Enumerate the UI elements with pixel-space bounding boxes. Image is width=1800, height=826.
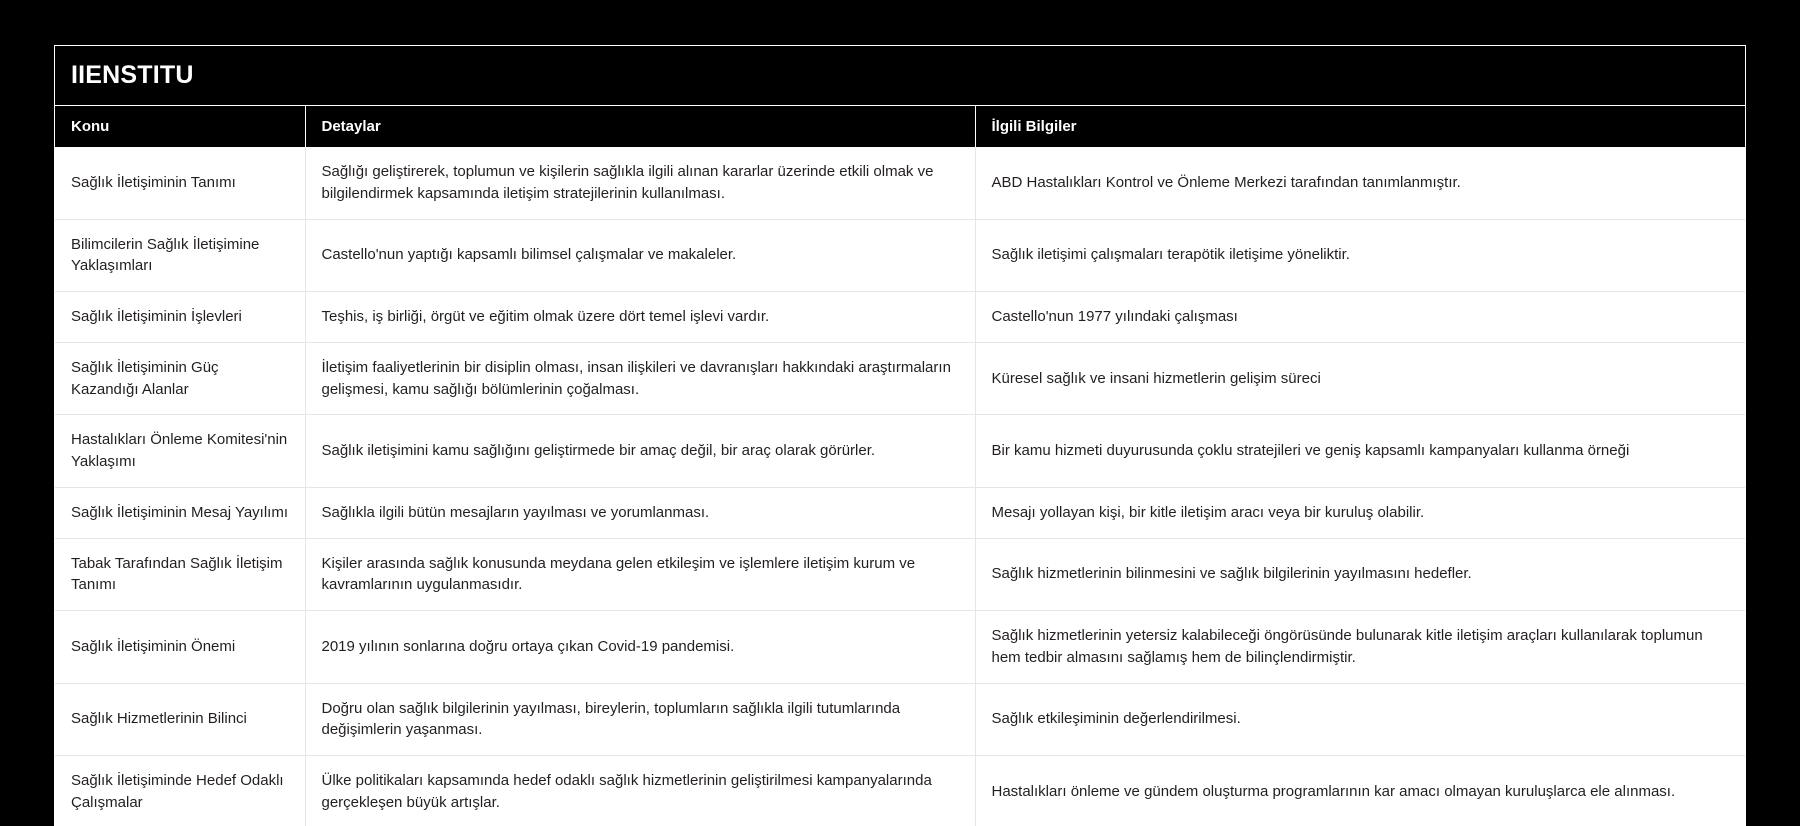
- table-row: [55, 415, 1745, 488]
- cell-detaylar: Sağlık iletişimini kamu sağlığını geliştirmede bir amaç değil, bir araç olarak görürler.: [305, 415, 975, 488]
- table-row: [55, 756, 1745, 826]
- column-header-ilgili-bilgiler: İlgili Bilgiler: [975, 106, 1745, 147]
- cell-konu: Bilimcilerin Sağlık İletişimine Yaklaşımları: [55, 219, 305, 292]
- cell-ilgili: Castello'nun 1977 yılındaki çalışması: [975, 292, 1745, 343]
- table-row: [55, 147, 1745, 219]
- health-communication-table: [55, 106, 1745, 826]
- cell-konu: Sağlık İletişiminin Güç Kazandığı Alanlar: [55, 342, 305, 415]
- cell-konu: Sağlık İletişiminin Önemi: [55, 611, 305, 684]
- cell-konu: Sağlık Hizmetlerinin Bilinci: [55, 683, 305, 756]
- brand-title: IIENSTITU: [71, 61, 194, 89]
- cell-detaylar: Ülke politikaları kapsamında hedef odaklı sağlık hizmetlerinin geliştirilmesi kampanyalarında gerçekleşen büyük artışlar.: [305, 756, 975, 826]
- cell-detaylar: Sağlıkla ilgili bütün mesajların yayılması ve yorumlanması.: [305, 487, 975, 538]
- cell-konu: Hastalıkları Önleme Komitesi'nin Yaklaşımı: [55, 415, 305, 488]
- cell-konu: Sağlık İletişiminin Tanımı: [55, 147, 305, 219]
- column-header-detaylar: Detaylar: [305, 106, 975, 147]
- cell-detaylar: Kişiler arasında sağlık konusunda meydana gelen etkileşim ve işlemlere iletişim kurum ve kavramlarının uygulanmasıdır.: [305, 538, 975, 611]
- table-body: [55, 147, 1745, 826]
- table-row: [55, 342, 1745, 415]
- cell-detaylar: 2019 yılının sonlarına doğru ortaya çıkan Covid-19 pandemisi.: [305, 611, 975, 684]
- cell-ilgili: Mesajı yollayan kişi, bir kitle iletişim aracı veya bir kuruluş olabilir.: [975, 487, 1745, 538]
- cell-detaylar: Doğru olan sağlık bilgilerinin yayılması, bireylerin, toplumların sağlıkla ilgili tutumlarında değişimlerin yaşanması.: [305, 683, 975, 756]
- table-row: [55, 219, 1745, 292]
- table-header-row: [55, 106, 1745, 147]
- table-row: [55, 487, 1745, 538]
- cell-konu: Sağlık İletişiminde Hedef Odaklı Çalışmalar: [55, 756, 305, 826]
- cell-detaylar: Castello'nun yaptığı kapsamlı bilimsel çalışmalar ve makaleler.: [305, 219, 975, 292]
- column-header-konu: Konu: [55, 106, 305, 147]
- cell-ilgili: Sağlık etkileşiminin değerlendirilmesi.: [975, 683, 1745, 756]
- cell-konu: Tabak Tarafından Sağlık İletişim Tanımı: [55, 538, 305, 611]
- cell-ilgili: Hastalıkları önleme ve gündem oluşturma programlarının kar amacı olmayan kuruluşlarca ele alınması.: [991, 782, 1676, 800]
- info-table-card: [54, 45, 1746, 826]
- cell-ilgili: Sağlık hizmetlerinin yetersiz kalabileceği öngörüsünde bulunarak kitle iletişim araçları kullanılarak toplumun hem tedbir almasını sağlamış hem de bilinçlendirmiştir.: [975, 611, 1745, 684]
- table-row: [55, 292, 1745, 343]
- cell-detaylar: Sağlığı geliştirerek, toplumun ve kişilerin sağlıkla ilgili alınan kararlar üzerinde etkili olmak ve bilgilendirmek kapsamında iletişim stratejilerinin kullanılması.: [305, 147, 975, 219]
- brand-header: [55, 46, 1745, 106]
- cell-ilgili: Sağlık iletişimi çalışmaları terapötik iletişime yöneliktir.: [975, 219, 1745, 292]
- table-row: [55, 538, 1745, 611]
- cell-ilgili: ABD Hastalıkları Kontrol ve Önleme Merkezi tarafından tanımlanmıştır.: [975, 147, 1745, 219]
- cell-detaylar: İletişim faaliyetlerinin bir disiplin olması, insan ilişkileri ve davranışları hakkındaki araştırmaların gelişmesi, kamu sağlığı bölümlerinin çoğalması.: [305, 342, 975, 415]
- table-row: [55, 611, 1745, 684]
- cell-ilgili: Bir kamu hizmeti duyurusunda çoklu stratejileri ve geniş kapsamlı kampanyaları kullanma örneği: [975, 415, 1745, 488]
- cell-ilgili: Sağlık hizmetlerinin bilinmesini ve sağlık bilgilerinin yayılmasını hedefler.: [975, 538, 1745, 611]
- table-row: [55, 683, 1745, 756]
- cell-konu: Sağlık İletişiminin Mesaj Yayılımı: [55, 487, 305, 538]
- cell-ilgili: Küresel sağlık ve insani hizmetlerin gelişim süreci: [975, 342, 1745, 415]
- cell-konu: Sağlık İletişiminin İşlevleri: [55, 292, 305, 343]
- cell-detaylar: Teşhis, iş birliği, örgüt ve eğitim olmak üzere dört temel işlevi vardır.: [305, 292, 975, 343]
